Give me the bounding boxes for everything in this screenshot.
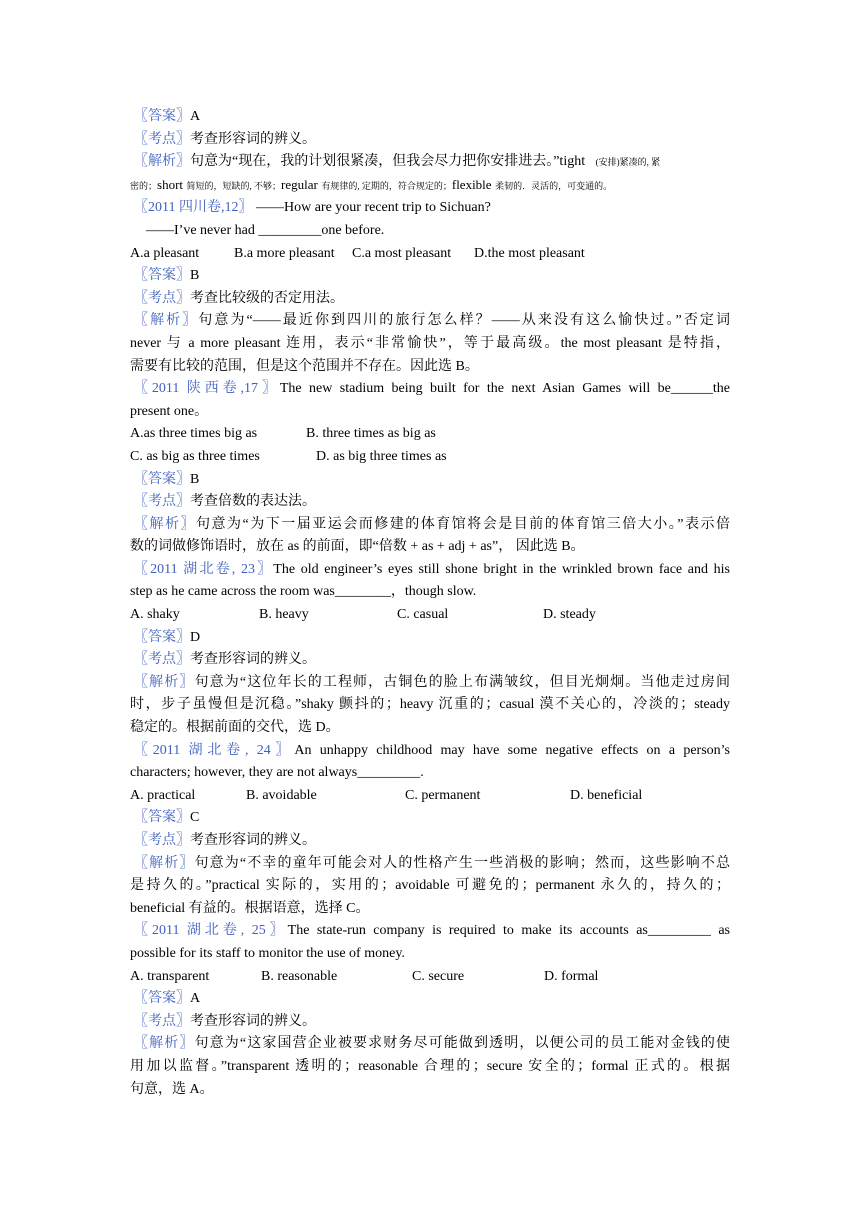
options-row <box>130 446 730 469</box>
analysis-line: 数的词做修饰语时，放在 as 的前面，即“倍数 + as + adj + as”， 因此选 B。 <box>130 539 585 555</box>
question-header: 〖2011 四川卷,12〗 ——How are your recent trip to Sichuan? <box>134 200 491 216</box>
analysis-line: 句意，选 A。 <box>130 1081 214 1097</box>
option: D.the most pleasant <box>474 245 585 261</box>
point-line: 〖考点〗考查形容词的辨义。 <box>134 1013 316 1029</box>
analysis-line-2: 密的；short 简短的，短缺的, 不够；regular 有规律的, 定期的，符合规定的；flexible 柔韧的．灵活的，可变通的。 <box>130 176 613 192</box>
answer-line: 〖答案〗B <box>134 268 200 284</box>
option: A. transparent <box>130 968 210 984</box>
option: A.as three times big as <box>130 426 258 442</box>
options-row <box>130 604 730 627</box>
question-stem: present one。 <box>130 403 209 419</box>
analysis-line: 〖解析〗句意为“现在，我的计划很紧凑，但我会尽力把你安排进去。”tight (安排)紧凑的, 紧 <box>134 154 661 170</box>
answer-line: 〖答案〗B <box>134 471 200 487</box>
options-row <box>130 785 730 808</box>
option: A. practical <box>130 787 196 803</box>
option: B. avoidable <box>246 787 317 803</box>
analysis-line: 〖解析〗句意为“这位年长的工程师，古铜色的脸上布满皱纹，但目光炯炯。当他走过房间 <box>134 674 731 690</box>
question-header: 〖2011 湖北卷, 25〗The state-run company is required to make its accounts as_________ as <box>134 923 730 939</box>
analysis-line: 〖解析〗句意为“不幸的童年可能会对人的性格产生一些消极的影响；然而，这些影响不总 <box>134 855 731 871</box>
question-header: 〖2011 湖北卷, 24〗An unhappy childhood may have some negative effects on a person’s <box>134 742 731 758</box>
analysis-line: never 与 a more pleasant 连用，表示“非常愉快”，等于最高级。the most pleasant 是特指， <box>130 335 730 351</box>
question-stem: ——I’ve never had _________one before. <box>146 222 385 238</box>
option: B. heavy <box>259 607 309 623</box>
option: B. reasonable <box>261 968 338 984</box>
analysis-line: 是持久的。”practical 实际的，实用的；avoidable 可避免的；permanent 永久的，持久的； <box>130 878 730 894</box>
option: A. shaky <box>130 607 180 623</box>
option: D. as big three times as <box>316 448 447 464</box>
option: C.a most pleasant <box>352 245 452 261</box>
question-stem: step as he came across the room was________，though slow. <box>130 584 477 600</box>
option: D. formal <box>544 968 599 984</box>
option: C. casual <box>397 607 449 623</box>
option: C. secure <box>412 968 465 984</box>
analysis-line: 〖解析〗句意为“——最近你到四川的旅行怎么样？——从来没有这么愉快过。”否定词 <box>134 313 730 329</box>
analysis-line: 需要有比较的范围，但是这个范围并不存在。因此选 B。 <box>130 358 479 374</box>
point-line: 〖考点〗考查比较级的否定用法。 <box>134 290 344 306</box>
analysis-line: beneficial 有益的。根据语意，选择 C。 <box>130 900 370 916</box>
analysis-line: 〖解析〗句意为“这家国营企业被要求财务尽可能做到透明，以便公司的员工能对金钱的使 <box>134 1036 731 1052</box>
question-stem: possible for its staff to monitor the use of money. <box>130 945 405 961</box>
option: B.a more pleasant <box>234 245 335 261</box>
option: D. steady <box>543 607 596 623</box>
option: C. permanent <box>405 787 481 803</box>
question-header: 〖2011 陕西卷,17〗The new stadium being built for the next Asian Games will be______the <box>134 381 730 397</box>
question-header: 〖2011 湖北卷, 23〗The old engineer’s eyes still shone bright in the wrinkled brown face and his <box>134 561 730 577</box>
option: A.a pleasant <box>130 245 200 261</box>
options-row <box>130 966 730 989</box>
analysis-line: 用加以监督。”transparent 透明的；reasonable 合理的；secure 安全的；formal 正式的。根据 <box>130 1058 730 1074</box>
answer-line: 〖答案〗A <box>134 991 201 1007</box>
option: B. three times as big as <box>306 426 436 442</box>
answer-line: 〖答案〗D <box>134 629 201 645</box>
point-line: 〖考点〗考查倍数的表达法。 <box>134 494 316 510</box>
analysis-line: 稳定的。根据前面的交代，选 D。 <box>130 720 340 736</box>
option: D. beneficial <box>570 787 643 803</box>
options-row <box>130 423 730 446</box>
document-page <box>130 106 730 1101</box>
answer-line: 〖答案〗A <box>134 109 201 124</box>
option: C. as big as three times <box>130 448 260 464</box>
answer-line: 〖答案〗C <box>134 810 200 826</box>
point-line: 〖考点〗考查形容词的辨义。 <box>134 131 316 147</box>
analysis-line: 时，步子虽慢但是沉稳。”shaky 颤抖的；heavy 沉重的；casual 漠不关心的，冷淡的；steady <box>130 697 730 713</box>
question-stem: characters; however, they are not always_________. <box>130 765 424 781</box>
options-row <box>130 243 730 266</box>
point-line: 〖考点〗考查形容词的辨义。 <box>134 652 316 668</box>
analysis-line: 〖解析〗句意为“为下一届亚运会而修建的体育馆将会是目前的体育馆三倍大小。”表示倍 <box>134 516 730 532</box>
point-line: 〖考点〗考查形容词的辨义。 <box>134 833 316 848</box>
